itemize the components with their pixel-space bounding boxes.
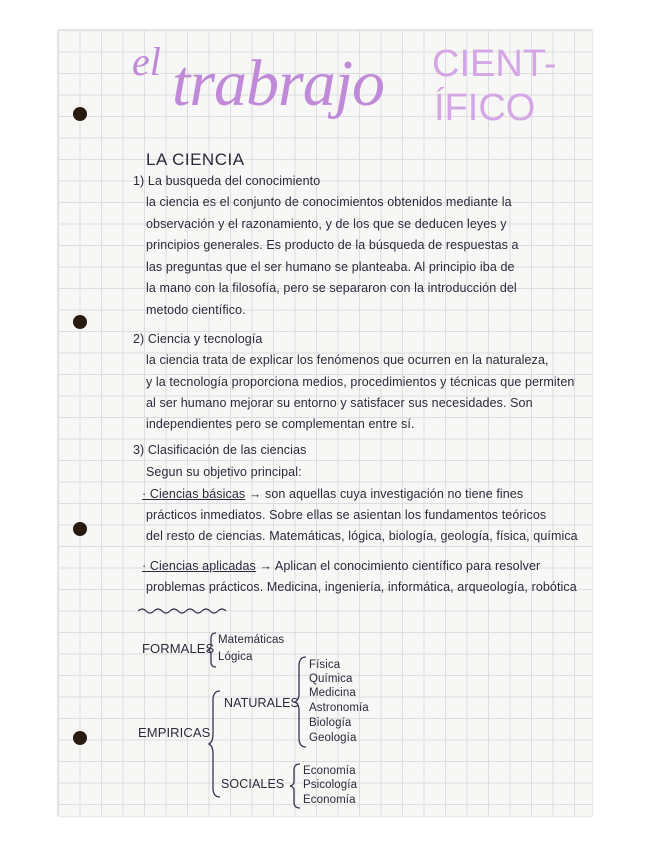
wavy-divider	[138, 606, 228, 616]
text-line: del resto de ciencias. Matemáticas, lógica, biología, geología, física, química	[146, 529, 578, 543]
title-side-line2: ÍFICO	[434, 87, 536, 129]
title-side-line1: CIENT-	[432, 43, 557, 85]
section1-title: 1) La busqueda del conocimiento	[133, 174, 321, 188]
title-prefix: el	[132, 39, 161, 84]
empiricas-label: EMPIRICAS	[138, 725, 211, 740]
naturales-item: Química	[309, 673, 353, 685]
text-line: la ciencia trata de explicar los fenómenos que ocurren en la naturaleza,	[146, 353, 549, 367]
text-line: → Aplican el conocimiento científico para resolver	[259, 559, 541, 573]
text-line: las preguntas que el ser humano se planteaba. Al principio iba de	[146, 260, 515, 274]
sociales-item: Economía	[303, 765, 356, 777]
aplicadas-line	[142, 559, 540, 574]
section-heading: LA CIENCIA	[146, 150, 245, 169]
text-line: observación y el razonamiento, y de los que se deducen leyes y	[146, 217, 507, 231]
naturales-item: Medicina	[309, 687, 356, 699]
basicas-label: · Ciencias básicas	[142, 487, 246, 501]
text-line: independientes pero se complementan entre sí.	[146, 417, 415, 431]
text-line: problemas prácticos. Medicina, ingeniería, informática, arqueología, robótica	[146, 580, 577, 594]
brace-icon	[208, 690, 222, 798]
binder-hole	[73, 315, 87, 329]
basicas-line	[142, 487, 523, 502]
binder-hole	[73, 107, 87, 121]
brace-icon	[207, 632, 217, 668]
naturales-item: Física	[309, 659, 341, 671]
text-line: metodo científico.	[146, 303, 246, 317]
title-side	[432, 42, 557, 130]
section2-title: 2) Ciencia y tecnología	[133, 332, 263, 346]
title-main: trabrajo	[172, 47, 385, 120]
sociales-item: Psicología	[303, 779, 358, 791]
sociales-label: SOCIALES	[221, 777, 285, 791]
naturales-item: Biología	[309, 717, 352, 729]
text-line: la ciencia es el conjunto de conocimientos obtenidos mediante la	[146, 195, 512, 209]
formales-item: Matemáticas	[218, 634, 285, 646]
text-line: prácticos inmediatos. Sobre ellas se asientan los fundamentos teóricos	[146, 508, 547, 522]
text-line: al ser humano mejorar su entorno y satisfacer sus necesidades. Son	[146, 396, 533, 410]
aplicadas-label: · Ciencias aplicadas	[142, 559, 256, 573]
sociales-item: Economía	[303, 794, 356, 806]
text-line: y la tecnología proporciona medios, procedimientos y técnicas que permiten	[146, 375, 575, 389]
brace-icon	[289, 763, 301, 809]
text-line: la mano con la filosofía, pero se separaron con la introducción del	[146, 281, 517, 295]
naturales-item: Astronomía	[309, 702, 369, 714]
text-line: principios generales. Es producto de la búsqueda de respuestas a	[146, 238, 519, 252]
naturales-label: NATURALES	[224, 696, 299, 710]
binder-hole	[73, 522, 87, 536]
text-line: → son aquellas cuya investigación no tiene fines	[248, 487, 524, 501]
naturales-item: Geología	[309, 732, 357, 744]
formales-label: FORMALES	[142, 641, 215, 656]
formales-item: Lógica	[218, 651, 253, 663]
section3-subtitle: Segun su objetivo principal:	[146, 465, 302, 479]
section3-title: 3) Clasificación de las ciencias	[133, 443, 307, 457]
brace-icon	[294, 656, 308, 748]
binder-hole	[73, 731, 87, 745]
